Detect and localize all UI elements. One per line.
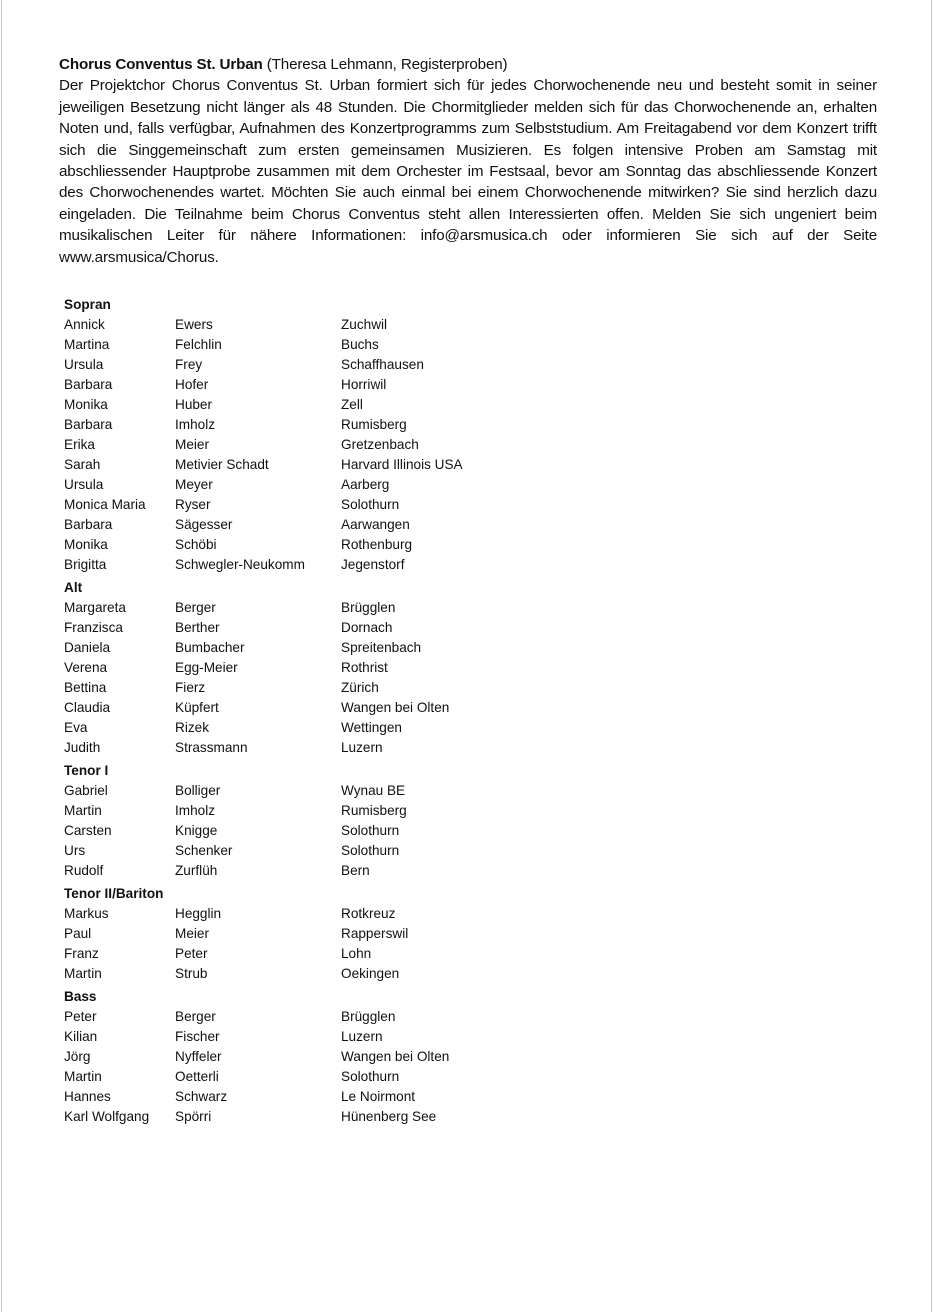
member-last-name: Schenker bbox=[175, 843, 233, 858]
member-first-name: Hannes bbox=[64, 1089, 111, 1104]
member-place: Wangen bei Olten bbox=[341, 1049, 450, 1064]
member-last-name: Fierz bbox=[175, 680, 206, 695]
member-first-name: Rudolf bbox=[64, 863, 104, 878]
member-place: Rumisberg bbox=[341, 417, 407, 432]
member-first-name: Jörg bbox=[64, 1049, 91, 1064]
member-place: Rothenburg bbox=[341, 537, 413, 552]
member-place: Oekingen bbox=[341, 966, 400, 981]
member-row bbox=[64, 455, 584, 475]
member-last-name: Küpfert bbox=[175, 700, 219, 715]
member-first-name: Urs bbox=[64, 843, 86, 858]
member-row bbox=[64, 904, 584, 924]
member-row bbox=[64, 738, 584, 758]
member-list bbox=[64, 295, 584, 1130]
member-last-name: Schwarz bbox=[175, 1089, 228, 1104]
member-row bbox=[64, 335, 584, 355]
choir-title: Chorus Conventus St. Urban bbox=[59, 56, 263, 73]
member-place: Rumisberg bbox=[341, 803, 407, 818]
member-first-name: Monica Maria bbox=[64, 497, 146, 512]
member-last-name: Nyffeler bbox=[175, 1049, 222, 1064]
member-last-name: Berther bbox=[175, 620, 220, 635]
member-last-name: Meyer bbox=[175, 477, 213, 492]
member-row bbox=[64, 395, 584, 415]
member-row bbox=[64, 1047, 584, 1067]
member-place: Aarwangen bbox=[341, 517, 410, 532]
member-place: Buchs bbox=[341, 337, 379, 352]
member-last-name: Imholz bbox=[175, 803, 216, 818]
voice-section bbox=[64, 884, 584, 984]
member-place: Lohn bbox=[341, 946, 372, 961]
member-last-name: Schwegler-Neukomm bbox=[175, 557, 305, 572]
member-row bbox=[64, 375, 584, 395]
member-row bbox=[64, 535, 584, 555]
voice-section bbox=[64, 578, 584, 758]
member-place: Spreitenbach bbox=[341, 640, 422, 655]
member-place: Zell bbox=[341, 397, 363, 412]
section-heading: Bass bbox=[64, 989, 97, 1004]
member-first-name: Margareta bbox=[64, 600, 126, 615]
member-last-name: Hegglin bbox=[175, 906, 222, 921]
member-place: Hünenberg See bbox=[341, 1109, 437, 1124]
member-first-name: Sarah bbox=[64, 457, 101, 472]
member-place: Gretzenbach bbox=[341, 437, 419, 452]
member-first-name: Barbara bbox=[64, 417, 113, 432]
member-last-name: Strub bbox=[175, 966, 208, 981]
member-first-name: Martina bbox=[64, 337, 110, 352]
member-row bbox=[64, 964, 584, 984]
member-place: Solothurn bbox=[341, 497, 400, 512]
member-place: Rothrist bbox=[341, 660, 388, 675]
member-row bbox=[64, 698, 584, 718]
member-row bbox=[64, 618, 584, 638]
member-row bbox=[64, 495, 584, 515]
member-place: Harvard Illinois USA bbox=[341, 457, 463, 472]
member-row bbox=[64, 415, 584, 435]
member-last-name: Strassmann bbox=[175, 740, 248, 755]
member-row bbox=[64, 555, 584, 575]
member-place: Rotkreuz bbox=[341, 906, 396, 921]
voice-section bbox=[64, 761, 584, 881]
member-first-name: Monika bbox=[64, 537, 108, 552]
member-last-name: Felchlin bbox=[175, 337, 222, 352]
member-place: Aarberg bbox=[341, 477, 390, 492]
member-place: Schaffhausen bbox=[341, 357, 424, 372]
member-row bbox=[64, 355, 584, 375]
member-first-name: Martin bbox=[64, 966, 102, 981]
member-place: Zürich bbox=[341, 680, 379, 695]
intro-body: Der Projektchor Chorus Conventus St. Urban formiert sich für jedes Chorwochenende neu und besteht somit in seiner jeweiligen Besetzung nicht länger als 48 Stunden. Die Chormitglieder melden sich für das Chorwochenende an, erhalten Noten und, falls verfügbar, Aufnahmen des Konzertprogramms zum Selbststudium. Am Freitagabend vor dem Konzert trifft sich die Singgemeinschaft zum ersten gemeinsamen Musizieren. Es folgen intensive Proben am Samstag mit abschliessender Hauptprobe zusammen mit dem Orchester im Festsaal, bevor am Sonntag das abschliessende Konzert des Chorwochenendes wartet. Möchten Sie auch einmal bei einem Chorwochenende mitwirken? Sie sind herzlich dazu eingeladen. Die Teilnahme beim Chorus Conventus steht allen Interessierten offen. Melden Sie sich ungeniert beim musikalischen Leiter für nähere Informationen: info@arsmusica.ch oder informieren Sie sich auf der Seite www.arsmusica/Chorus. bbox=[59, 77, 877, 266]
member-first-name: Franzisca bbox=[64, 620, 123, 635]
member-row bbox=[64, 315, 584, 335]
member-last-name: Berger bbox=[175, 600, 216, 615]
member-row bbox=[64, 475, 584, 495]
member-last-name: Oetterli bbox=[175, 1069, 219, 1084]
member-place: Le Noirmont bbox=[341, 1089, 416, 1104]
member-first-name: Eva bbox=[64, 720, 88, 735]
member-place: Jegenstorf bbox=[341, 557, 405, 572]
section-heading: Tenor II/Bariton bbox=[64, 886, 164, 901]
member-last-name: Fischer bbox=[175, 1029, 220, 1044]
member-last-name: Meier bbox=[175, 437, 209, 452]
member-last-name: Bolliger bbox=[175, 783, 221, 798]
member-place: Rapperswil bbox=[341, 926, 409, 941]
member-place: Solothurn bbox=[341, 823, 400, 838]
member-place: Luzern bbox=[341, 1029, 383, 1044]
member-row bbox=[64, 841, 584, 861]
section-heading: Sopran bbox=[64, 297, 111, 312]
member-place: Brügglen bbox=[341, 600, 396, 615]
member-first-name: Daniela bbox=[64, 640, 111, 655]
member-first-name: Verena bbox=[64, 660, 108, 675]
member-first-name: Kilian bbox=[64, 1029, 98, 1044]
member-row bbox=[64, 718, 584, 738]
member-place: Dornach bbox=[341, 620, 393, 635]
member-last-name: Hofer bbox=[175, 377, 209, 392]
member-row bbox=[64, 678, 584, 698]
voice-section bbox=[64, 987, 584, 1127]
member-row bbox=[64, 944, 584, 964]
member-first-name: Gabriel bbox=[64, 783, 108, 798]
member-first-name: Carsten bbox=[64, 823, 112, 838]
member-first-name: Barbara bbox=[64, 377, 113, 392]
member-place: Solothurn bbox=[341, 843, 400, 858]
member-first-name: Ursula bbox=[64, 477, 104, 492]
member-place: Bern bbox=[341, 863, 370, 878]
member-row bbox=[64, 1107, 584, 1127]
member-first-name: Franz bbox=[64, 946, 99, 961]
member-row bbox=[64, 781, 584, 801]
section-heading: Alt bbox=[64, 580, 83, 595]
member-first-name: Annick bbox=[64, 317, 105, 332]
member-place: Wynau BE bbox=[341, 783, 406, 798]
member-place: Solothurn bbox=[341, 1069, 400, 1084]
member-first-name: Paul bbox=[64, 926, 92, 941]
member-place: Brügglen bbox=[341, 1009, 396, 1024]
intro-paragraph bbox=[59, 54, 877, 268]
member-last-name: Metivier Schadt bbox=[175, 457, 269, 472]
member-row bbox=[64, 515, 584, 535]
member-place: Horriwil bbox=[341, 377, 387, 392]
member-row bbox=[64, 801, 584, 821]
member-row bbox=[64, 1067, 584, 1087]
member-first-name: Claudia bbox=[64, 700, 111, 715]
member-first-name: Bettina bbox=[64, 680, 107, 695]
member-row bbox=[64, 821, 584, 841]
choir-subtitle: (Theresa Lehmann, Registerproben) bbox=[262, 56, 508, 73]
member-first-name: Erika bbox=[64, 437, 95, 452]
member-last-name: Huber bbox=[175, 397, 213, 412]
member-place: Luzern bbox=[341, 740, 383, 755]
member-last-name: Rizek bbox=[175, 720, 209, 735]
member-first-name: Ursula bbox=[64, 357, 104, 372]
member-first-name: Martin bbox=[64, 803, 102, 818]
member-first-name: Karl Wolfgang bbox=[64, 1109, 150, 1124]
member-first-name: Monika bbox=[64, 397, 108, 412]
member-last-name: Egg-Meier bbox=[175, 660, 238, 675]
member-place: Wangen bei Olten bbox=[341, 700, 450, 715]
section-heading: Tenor I bbox=[64, 763, 109, 778]
member-row bbox=[64, 658, 584, 678]
member-last-name: Frey bbox=[175, 357, 203, 372]
member-row bbox=[64, 435, 584, 455]
member-last-name: Sägesser bbox=[175, 517, 233, 532]
member-last-name: Zurflüh bbox=[175, 863, 218, 878]
member-last-name: Bumbacher bbox=[175, 640, 245, 655]
member-row bbox=[64, 861, 584, 881]
member-row bbox=[64, 1087, 584, 1107]
member-first-name: Martin bbox=[64, 1069, 102, 1084]
member-last-name: Ryser bbox=[175, 497, 211, 512]
member-first-name: Markus bbox=[64, 906, 109, 921]
member-place: Zuchwil bbox=[341, 317, 388, 332]
member-last-name: Berger bbox=[175, 1009, 216, 1024]
member-last-name: Peter bbox=[175, 946, 208, 961]
member-row bbox=[64, 638, 584, 658]
member-first-name: Brigitta bbox=[64, 557, 107, 572]
member-last-name: Spörri bbox=[175, 1109, 212, 1124]
member-last-name: Schöbi bbox=[175, 537, 217, 552]
member-row bbox=[64, 1027, 584, 1047]
member-place: Wettingen bbox=[341, 720, 402, 735]
member-last-name: Imholz bbox=[175, 417, 216, 432]
member-row bbox=[64, 598, 584, 618]
member-last-name: Knigge bbox=[175, 823, 218, 838]
member-first-name: Peter bbox=[64, 1009, 97, 1024]
member-row bbox=[64, 1007, 584, 1027]
member-first-name: Judith bbox=[64, 740, 101, 755]
voice-section bbox=[64, 295, 584, 575]
member-last-name: Ewers bbox=[175, 317, 213, 332]
member-last-name: Meier bbox=[175, 926, 209, 941]
member-first-name: Barbara bbox=[64, 517, 113, 532]
member-row bbox=[64, 924, 584, 944]
